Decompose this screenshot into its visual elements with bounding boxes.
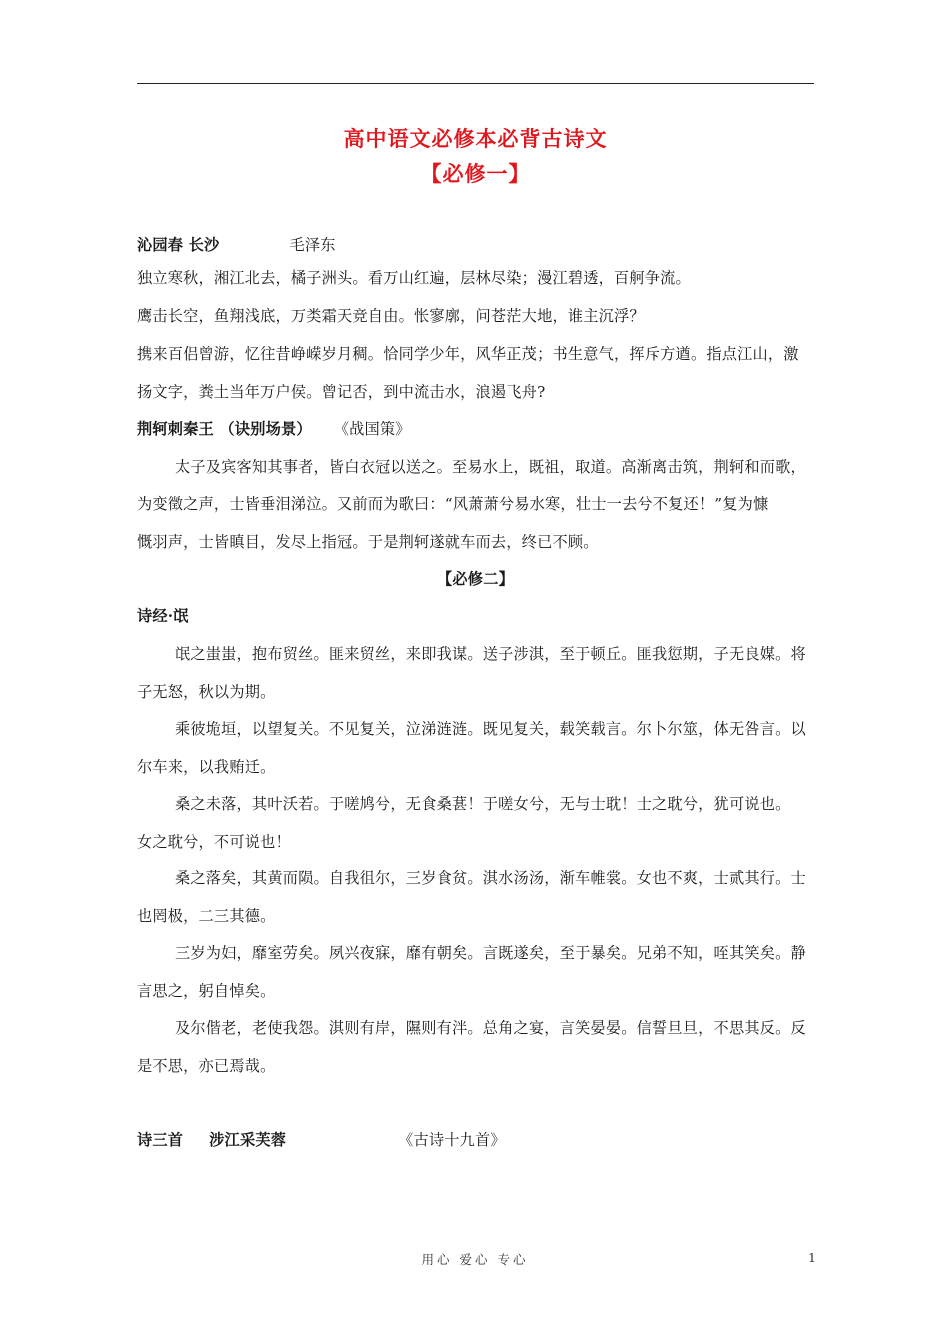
section-heading-2: 【必修二】 <box>437 570 514 588</box>
poem-line: 也罔极，二三其德。 <box>137 907 276 925</box>
poem-heading <box>137 418 817 439</box>
poem-subtitle: 涉江采芙蓉 <box>209 1131 287 1149</box>
document-title: 高中语文必修本必背古诗文 <box>343 126 608 151</box>
poem-line: 是不思，亦已焉哉。 <box>137 1057 276 1075</box>
poem-line: 独立寒秋，湘江北去，橘子洲头。看万山红遍，层林尽染；漫江碧透，百舸争流。 <box>137 269 691 287</box>
poem-line: 女之耽兮，不可说也！ <box>137 833 291 851</box>
page-number: 1 <box>808 1250 816 1265</box>
prose-line: 太子及宾客知其事者，皆白衣冠以送之。至易水上，既祖，取道。高渐离击筑，荆轲和而歌， <box>175 458 806 476</box>
poem-line: 言思之，躬自悼矣。 <box>137 982 276 1000</box>
poem-title: 沁园春 长沙 <box>137 236 220 254</box>
prose-line: 为变徵之声，士皆垂泪涕泣。又前而为歌曰：“风萧萧兮易水寒，壮士一去兮不复还！”复为慷 <box>137 495 769 513</box>
poem-title: 荆轲刺秦王 （诀别场景） <box>137 420 312 438</box>
poem-heading <box>137 1129 817 1150</box>
poem-line: 及尔偕老，老使我怨。淇则有岸，隰则有泮。总角之宴，言笑晏晏。信誓旦旦，不思其反。反 <box>175 1019 806 1037</box>
poem-source: 《古诗十九首》 <box>398 1131 506 1149</box>
poem-line: 桑之未落，其叶沃若。于嗟鸠兮，无食桑葚！于嗟女兮，无与士耽！士之耽兮，犹可说也。 <box>175 795 791 813</box>
poem-line: 扬文字，粪土当年万户侯。曾记否，到中流击水，浪遏飞舟? <box>137 383 546 401</box>
header-rule <box>137 83 814 84</box>
poem-line: 三岁为妇，靡室劳矣。夙兴夜寐，靡有朝矣。言既遂矣，至于暴矣。兄弟不知，咥其笑矣。静 <box>175 944 806 962</box>
poem-line: 子无怒，秋以为期。 <box>137 683 276 701</box>
prose-line: 慨羽声，士皆瞋目，发尽上指冠。于是荆轲遂就车而去，终已不顾。 <box>137 533 599 551</box>
poem-line: 乘彼垝垣，以望复关。不见复关，泣涕涟涟。既见复关，载笑载言。尔卜尔筮，体无咎言。以 <box>175 720 806 738</box>
poem-title: 诗三首 <box>137 1131 184 1149</box>
poem-line: 携来百侣曾游，忆往昔峥嵘岁月稠。恰同学少年，风华正茂；书生意气，挥斥方遒。指点江山，激 <box>137 345 799 363</box>
poem-heading <box>137 234 817 255</box>
section-heading-1: 【必修一】 <box>420 161 531 186</box>
footer-motto: 用心 爱心 专心 <box>421 1252 529 1267</box>
poem-line: 鹰击长空，鱼翔浅底，万类霜天竞自由。怅寥廓，问苍茫大地，谁主沉浮？ <box>137 307 645 325</box>
poem-source: 《战国策》 <box>333 420 411 438</box>
poem-author: 毛泽东 <box>289 236 336 254</box>
poem-line: 桑之落矣，其黄而陨。自我徂尔，三岁食贫。淇水汤汤，渐车帷裳。女也不爽，士贰其行。士 <box>175 869 806 887</box>
poem-line: 尔车来，以我贿迁。 <box>137 758 276 776</box>
poem-line: 氓之蚩蚩，抱布贸丝。匪来贸丝，来即我谋。送子涉淇，至于顿丘。匪我愆期，子无良媒。将 <box>175 645 806 663</box>
poem-title: 诗经·氓 <box>137 607 189 625</box>
